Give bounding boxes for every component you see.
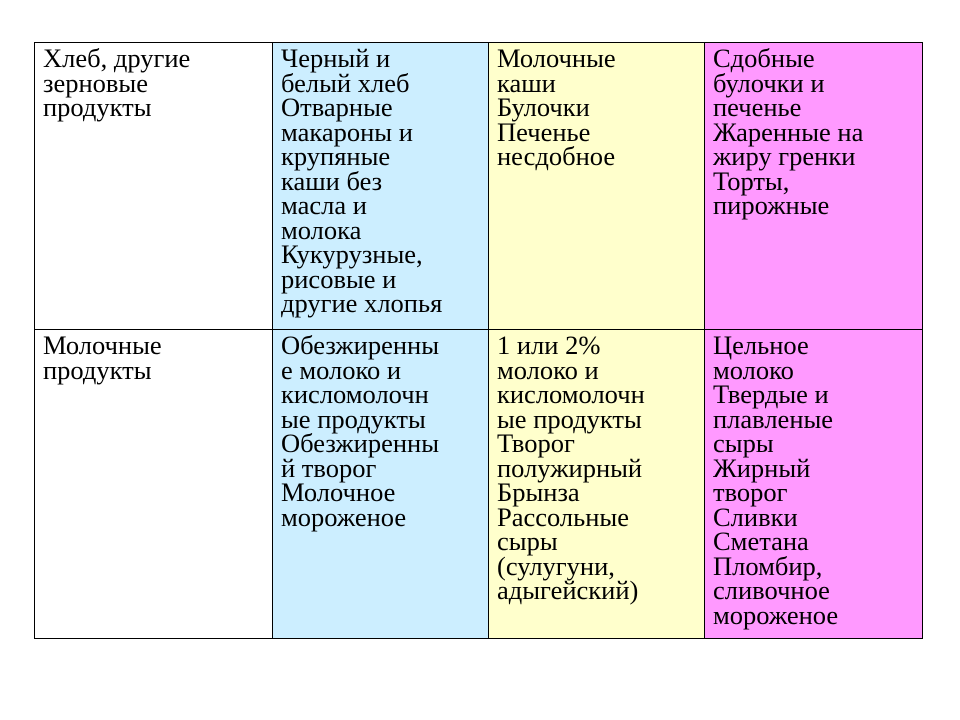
cell-line: Твердые и bbox=[713, 379, 829, 409]
cell-line: Молочные bbox=[43, 330, 162, 360]
cell-line: каши bbox=[497, 67, 556, 98]
cell-line: мороженое bbox=[713, 599, 839, 630]
cell-line: Обезжиренны bbox=[281, 428, 440, 458]
cell-line: 1 или 2% bbox=[497, 330, 601, 360]
cell-line: продукты bbox=[43, 92, 152, 122]
cell-recommended bbox=[273, 330, 489, 639]
cell-line: Молочные bbox=[497, 43, 616, 73]
cell-line: полужирный bbox=[497, 452, 643, 483]
cell-line: кисломолочн bbox=[281, 379, 429, 409]
cell-line: мороженое bbox=[281, 501, 407, 532]
cell-moderate bbox=[489, 43, 705, 330]
cell-line: Кукурузные, bbox=[281, 239, 423, 269]
cell-line: Отварные bbox=[281, 92, 393, 122]
cell-line: молоко bbox=[713, 354, 794, 385]
cell-line: каши без bbox=[281, 165, 383, 196]
cell-line: Печенье bbox=[497, 116, 591, 147]
table-row-bread bbox=[35, 43, 923, 330]
cell-line: Пломбир, bbox=[713, 550, 823, 581]
cell-line: Жаренные на bbox=[713, 116, 864, 147]
cell-line: (сулугуни, bbox=[497, 550, 615, 581]
cell-line: Творог bbox=[497, 428, 575, 458]
cell-line: сливочное bbox=[713, 575, 830, 605]
cell-line: молоко и bbox=[497, 354, 599, 385]
cell-line: кисломолочн bbox=[497, 379, 645, 409]
cell-line: несдобное bbox=[497, 141, 616, 171]
cell-line: Цельное bbox=[713, 330, 809, 360]
cell-line: Обезжиренны bbox=[281, 330, 440, 360]
cell-line: Сдобные bbox=[713, 43, 815, 73]
cell-line: адыгейский) bbox=[497, 575, 639, 605]
cell-line: Сливки bbox=[713, 501, 798, 532]
cell-moderate bbox=[489, 330, 705, 639]
cell-line: белый хлеб bbox=[281, 67, 410, 98]
cell-line: жиру гренки bbox=[713, 141, 856, 171]
cell-line: плавленые bbox=[713, 403, 834, 434]
cell-line: ые продукты bbox=[497, 403, 642, 434]
cell-category bbox=[35, 330, 273, 639]
cell-line: Булочки bbox=[497, 92, 590, 122]
cell-line: продукты bbox=[43, 354, 152, 385]
food-table bbox=[34, 42, 923, 639]
cell-line: Жирный bbox=[713, 452, 811, 483]
cell-line: Черный и bbox=[281, 43, 391, 73]
cell-limited bbox=[705, 43, 923, 330]
cell-line: крупяные bbox=[281, 141, 391, 171]
cell-line: печенье bbox=[713, 92, 802, 122]
cell-line: масла и bbox=[281, 190, 367, 220]
cell-line: рисовые и bbox=[281, 263, 397, 294]
cell-line: творог bbox=[713, 477, 788, 507]
cell-line: й творог bbox=[281, 452, 377, 483]
cell-line: пирожные bbox=[713, 190, 830, 220]
cell-line: молока bbox=[281, 214, 362, 245]
cell-line: Брынза bbox=[497, 477, 580, 507]
cell-line: ые продукты bbox=[281, 403, 426, 434]
cell-line: сыры bbox=[713, 428, 774, 458]
cell-limited bbox=[705, 330, 923, 639]
cell-line: Хлеб, другие bbox=[43, 43, 191, 73]
cell-line: Сметана bbox=[713, 526, 809, 556]
cell-line: сыры bbox=[497, 526, 558, 556]
cell-line: другие хлопья bbox=[281, 288, 443, 318]
cell-line: булочки и bbox=[713, 67, 825, 98]
cell-line: е молоко и bbox=[281, 354, 402, 385]
cell-recommended bbox=[273, 43, 489, 330]
table-row-dairy bbox=[35, 330, 923, 639]
cell-line: Торты, bbox=[713, 165, 790, 196]
cell-line: макароны и bbox=[281, 116, 413, 147]
cell-line: зерновые bbox=[43, 67, 148, 98]
cell-category bbox=[35, 43, 273, 330]
cell-line: Молочное bbox=[281, 477, 396, 507]
cell-line: Рассольные bbox=[497, 501, 629, 532]
